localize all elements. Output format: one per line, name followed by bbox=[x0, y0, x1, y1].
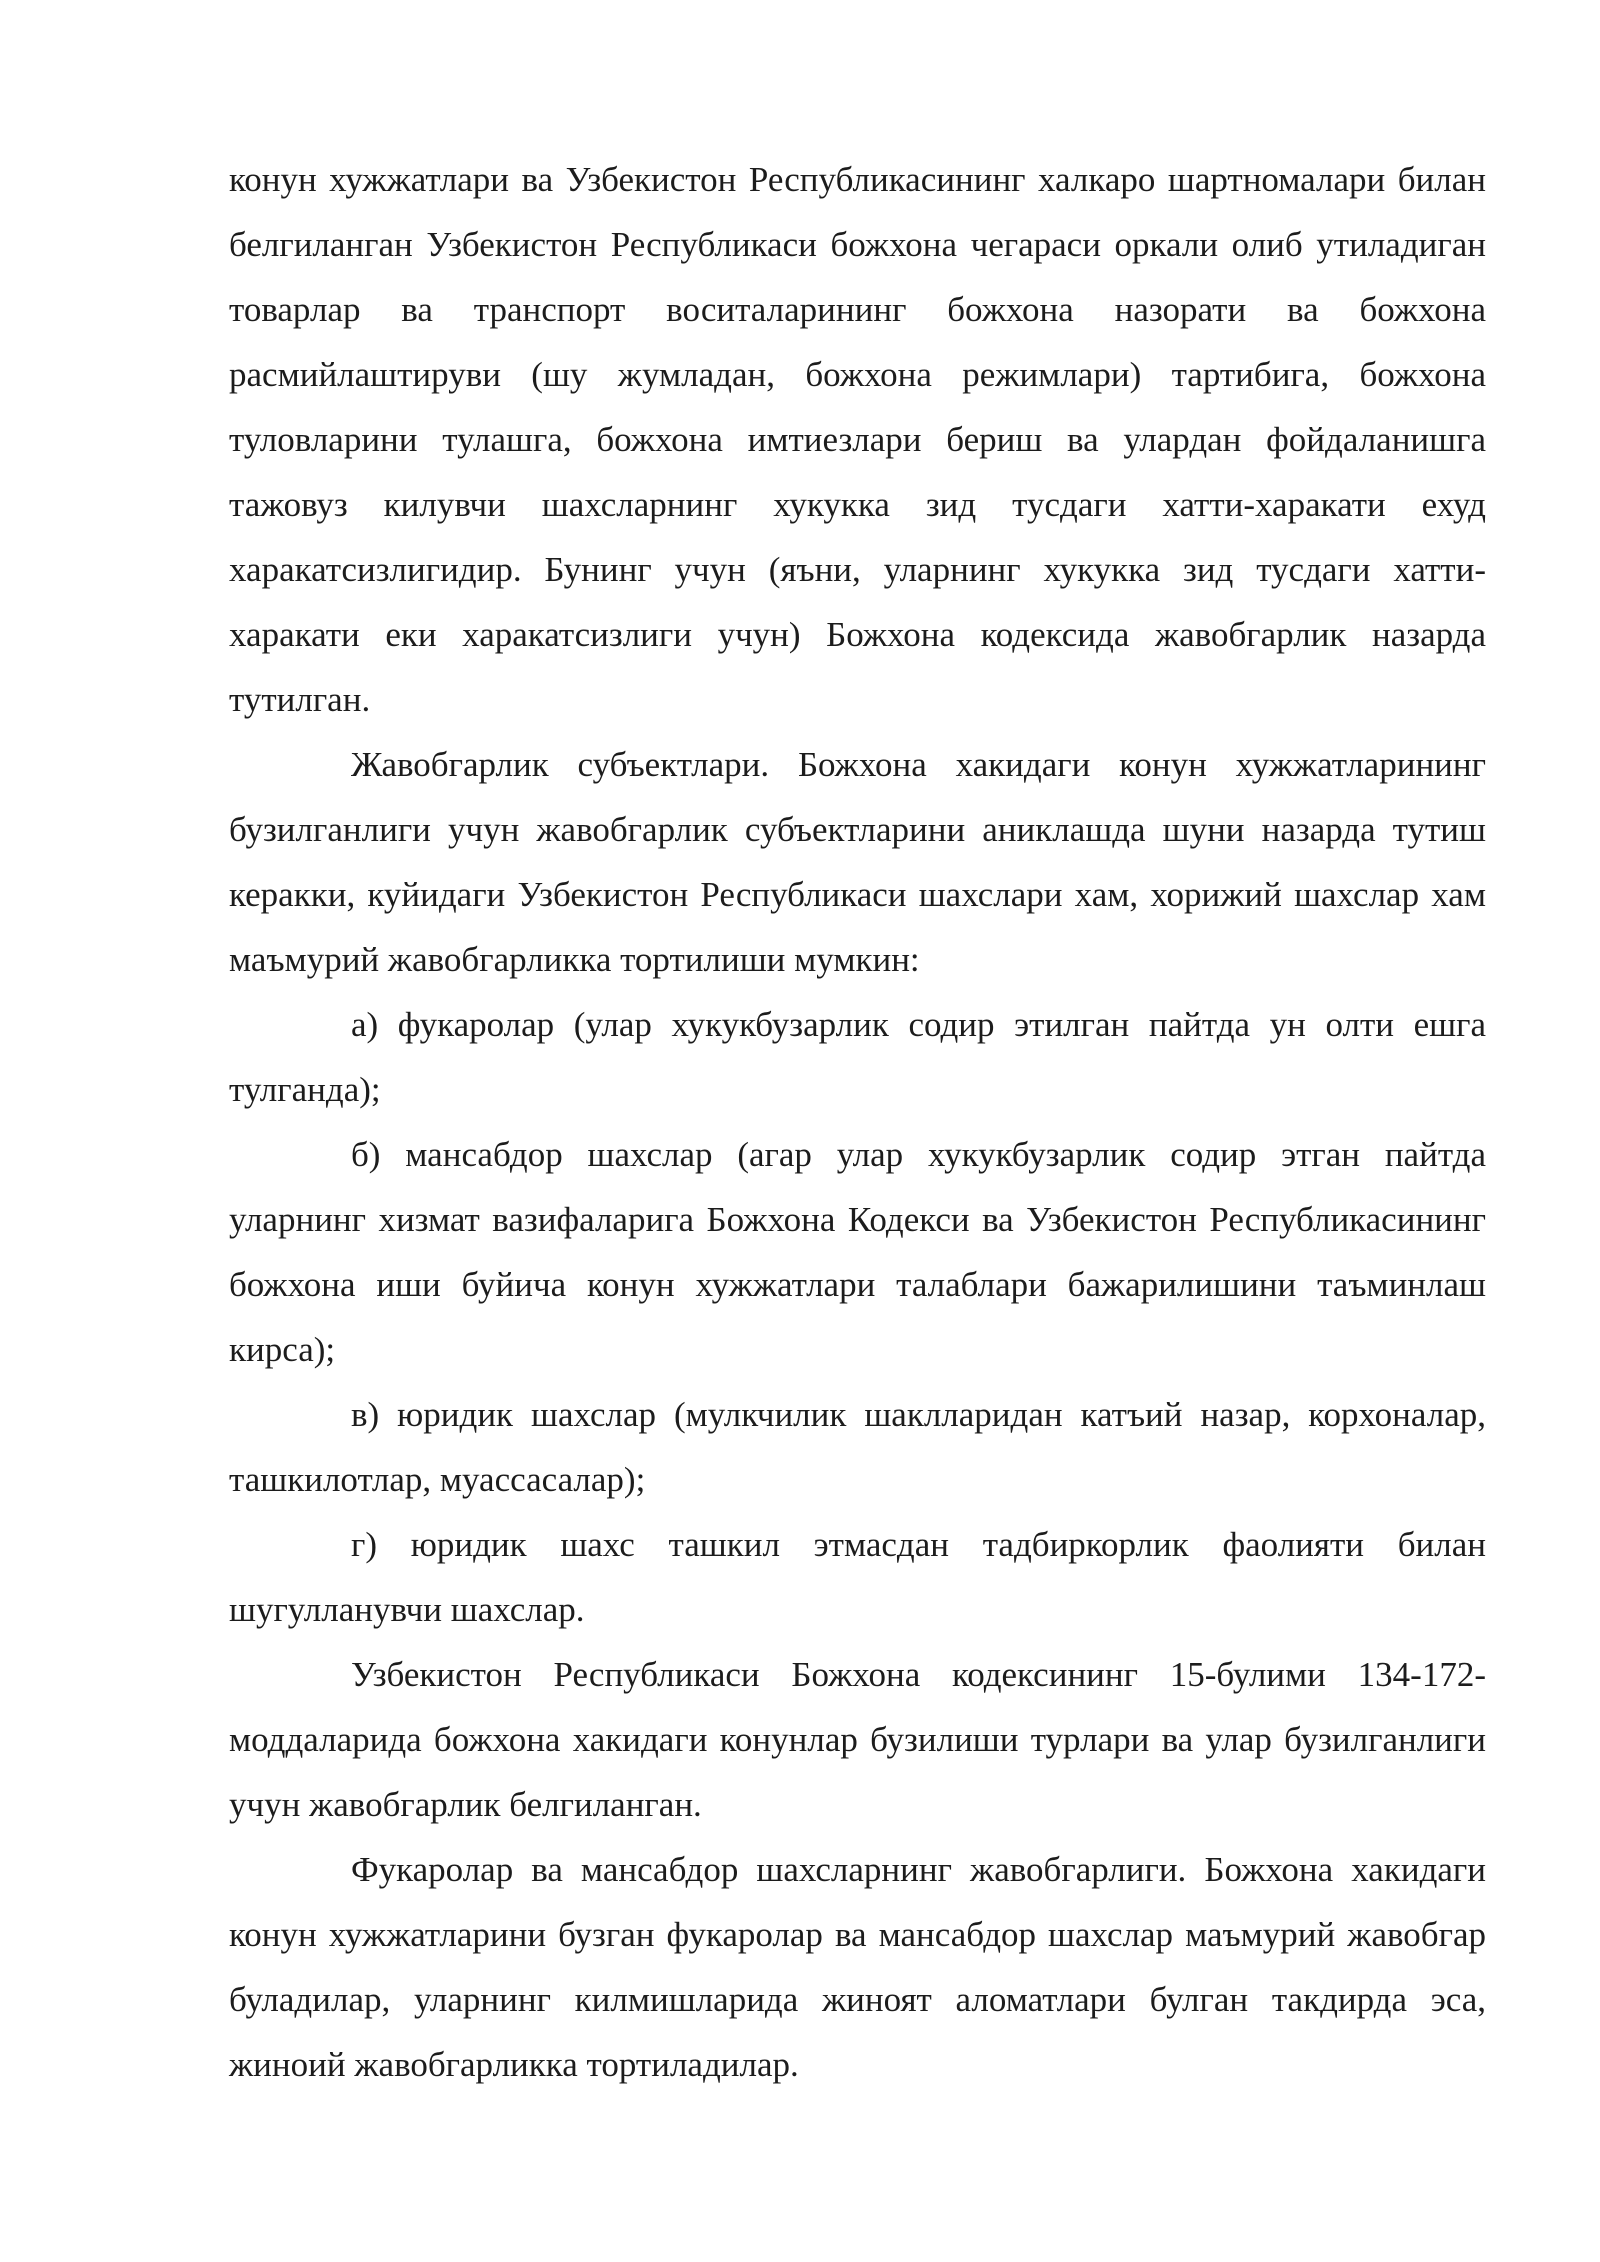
list-item-entrepreneurs: г) юридик шахс ташкил этмасдан тадбиркорлик фаолияти билан шугулланувчи шахслар. bbox=[229, 1525, 1486, 1629]
paragraph-customs-code: Узбекистон Республикаси Божхона кодексининг 15-булими 134-172-моддаларида божхона хакидаги конунлар бузилиши турлари ва улар бузилганлиги учун жавобгарлик белгиланган. bbox=[229, 1655, 1486, 1824]
paragraph-liability-subjects: Жавобгарлик субъектлари. Божхона хакидаги конун хужжатларининг бузилганлиги учун жавобгарлик субъектларини аниклашда шуни назарда тутиш керакки, куйидаги Узбекистон Республикаси шахслари хам, хорижий шахслар хам маъмурий жавобгарликка тортилиши мумкин: bbox=[229, 745, 1486, 979]
paragraph-citizens-officials-liability: Фукаролар ва мансабдор шахсларнинг жавобгарлиги. Божхона хакидаги конун хужжатларини бузган фукаролар ва мансабдор шахслар маъмурий жавобгар буладилар, уларнинг килмишларида жиноят аломатлари булган такдирда эса, жиноий жавобгарликка тортиладилар. bbox=[229, 1850, 1486, 2084]
paragraph-continuation: конун хужжатлари ва Узбекистон Республикасининг халкаро шартномалари билан белгиланган Узбекистон Республикаси божхона чегараси оркали олиб утиладиган товарлар ва транспорт воситаларининг божхона назорати ва божхона расмийлаштируви (шу жумладан, божхона режимлари) тартибига, божхона туловларини тулашга, божхона имтиезлари бериш ва улардан фойдаланишга тажовуз килувчи шахсларнинг хукукка зид тусдаги хатти-харакати ехуд харакатсизлигидир. Бунинг учун (яъни, уларнинг хукукка зид тусдаги хатти-харакати еки харакатсизлиги учун) Божхона кодексида жавобгарлик назарда тутилган. bbox=[229, 160, 1486, 719]
list-item-officials: б) мансабдор шахслар (агар улар хукукбузарлик содир этган пайтда уларнинг хизмат вазифаларига Божхона Кодекси ва Узбекистон Республикасининг божхона иши буйича конун хужжатлари талаблари бажарилишини таъминлаш кирса); bbox=[229, 1135, 1486, 1369]
list-item-legal-entities: в) юридик шахслар (мулкчилик шаклларидан катъий назар, корхоналар, ташкилотлар, муассасалар); bbox=[229, 1395, 1486, 1499]
document-body bbox=[229, 147, 1486, 2097]
list-item-citizens: а) фукаролар (улар хукукбузарлик содир этилган пайтда ун олти ешга тулганда); bbox=[229, 1005, 1486, 1109]
